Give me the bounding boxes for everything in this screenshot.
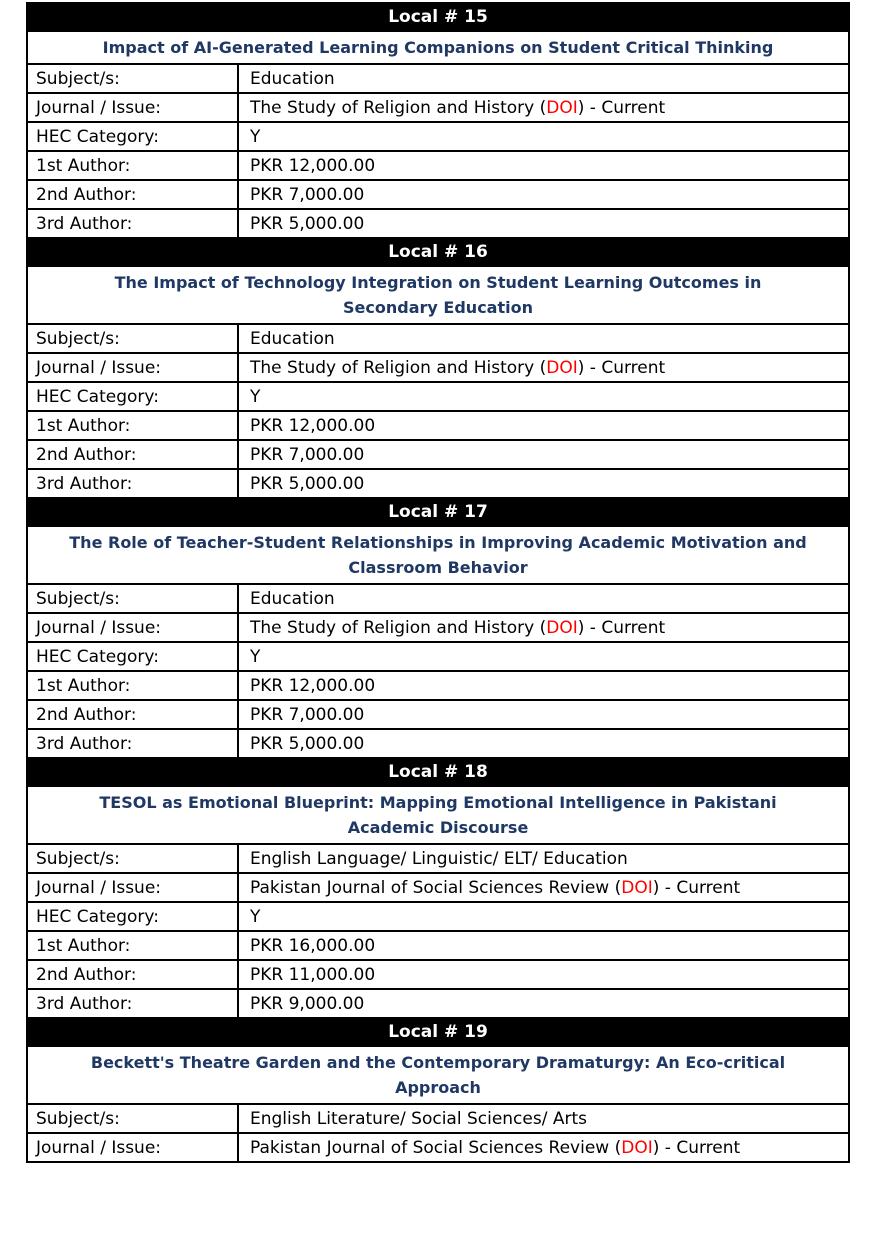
row-value xyxy=(238,642,849,671)
row-label: 2nd Author: xyxy=(27,440,238,469)
row-value xyxy=(238,151,849,180)
title-row xyxy=(27,266,849,324)
row-3rd-author xyxy=(27,469,849,498)
row-label: Subject/s: xyxy=(27,584,238,613)
row-label: HEC Category: xyxy=(27,902,238,931)
title-line: Secondary Education xyxy=(343,298,533,317)
value-text: ) - Current xyxy=(577,97,666,118)
value-text: PKR 16,000.00 xyxy=(250,935,376,956)
row-label: 1st Author: xyxy=(27,411,238,440)
title-row xyxy=(27,1046,849,1104)
row-value xyxy=(238,873,849,902)
publication-title xyxy=(27,266,849,324)
row-value xyxy=(238,353,849,382)
title-line: The Role of Teacher-Student Relationships in Improving Academic Motivation and xyxy=(69,533,807,552)
row-value xyxy=(238,382,849,411)
row-value xyxy=(238,411,849,440)
value-text: PKR 7,000.00 xyxy=(250,184,365,205)
doi-link[interactable]: DOI xyxy=(546,357,578,378)
section-header-row xyxy=(27,238,849,266)
row-label: HEC Category: xyxy=(27,122,238,151)
section-local-18 xyxy=(27,758,849,1018)
value-text: ) - Current xyxy=(652,877,741,898)
title-line: Beckett's Theatre Garden and the Contemporary Dramaturgy: An Eco-critical xyxy=(90,1053,786,1072)
row-label: 2nd Author: xyxy=(27,960,238,989)
value-text: Y xyxy=(250,646,261,667)
row-label: Subject/s: xyxy=(27,844,238,873)
row-value xyxy=(238,960,849,989)
row-label: HEC Category: xyxy=(27,642,238,671)
row-subject xyxy=(27,584,849,613)
section-local-17 xyxy=(27,498,849,758)
value-text: ) - Current xyxy=(577,357,666,378)
doi-link[interactable]: DOI xyxy=(546,617,578,638)
title-row xyxy=(27,31,849,64)
value-text: PKR 12,000.00 xyxy=(250,155,376,176)
row-2nd-author xyxy=(27,180,849,209)
doi-link[interactable]: DOI xyxy=(621,877,653,898)
value-text: Education xyxy=(250,588,335,609)
row-label: Journal / Issue: xyxy=(27,353,238,382)
row-value xyxy=(238,64,849,93)
row-1st-author xyxy=(27,671,849,700)
row-subject xyxy=(27,64,849,93)
row-label: 3rd Author: xyxy=(27,989,238,1018)
row-label: 3rd Author: xyxy=(27,729,238,758)
row-value xyxy=(238,440,849,469)
publication-title xyxy=(27,786,849,844)
row-journal xyxy=(27,1133,849,1162)
publication-title xyxy=(27,1046,849,1104)
value-text: Education xyxy=(250,68,335,89)
title-row xyxy=(27,786,849,844)
row-1st-author xyxy=(27,151,849,180)
row-subject xyxy=(27,324,849,353)
publications-table xyxy=(26,2,850,1163)
value-text: PKR 7,000.00 xyxy=(250,444,365,465)
value-text: Pakistan Journal of Social Sciences Review ( xyxy=(250,877,622,898)
row-label: 1st Author: xyxy=(27,931,238,960)
row-value xyxy=(238,613,849,642)
row-2nd-author xyxy=(27,960,849,989)
value-text: PKR 5,000.00 xyxy=(250,733,365,754)
value-text: The Study of Religion and History ( xyxy=(250,617,547,638)
value-text: The Study of Religion and History ( xyxy=(250,97,547,118)
row-value xyxy=(238,989,849,1018)
row-3rd-author xyxy=(27,209,849,238)
row-label: Subject/s: xyxy=(27,324,238,353)
value-text: Y xyxy=(250,126,261,147)
title-line: Academic Discourse xyxy=(347,818,529,837)
title-line: Impact of AI-Generated Learning Companions on Student Critical Thinking xyxy=(102,38,774,57)
row-2nd-author xyxy=(27,700,849,729)
row-label: Journal / Issue: xyxy=(27,873,238,902)
row-3rd-author xyxy=(27,729,849,758)
section-header: Local # 19 xyxy=(27,1018,849,1046)
row-hec-category xyxy=(27,382,849,411)
row-2nd-author xyxy=(27,440,849,469)
section-local-16 xyxy=(27,238,849,498)
row-label: HEC Category: xyxy=(27,382,238,411)
doi-link[interactable]: DOI xyxy=(546,97,578,118)
value-text: ) - Current xyxy=(577,617,666,638)
row-subject xyxy=(27,1104,849,1133)
row-value xyxy=(238,671,849,700)
row-hec-category xyxy=(27,642,849,671)
title-row xyxy=(27,526,849,584)
value-text: ) - Current xyxy=(652,1137,741,1158)
row-journal xyxy=(27,873,849,902)
value-text: PKR 7,000.00 xyxy=(250,704,365,725)
row-journal xyxy=(27,613,849,642)
value-text: The Study of Religion and History ( xyxy=(250,357,547,378)
row-value xyxy=(238,729,849,758)
row-label: 1st Author: xyxy=(27,671,238,700)
section-header-row xyxy=(27,3,849,31)
row-label: 1st Author: xyxy=(27,151,238,180)
row-value xyxy=(238,700,849,729)
row-1st-author xyxy=(27,931,849,960)
value-text: Y xyxy=(250,386,261,407)
value-text: PKR 9,000.00 xyxy=(250,993,365,1014)
row-value xyxy=(238,931,849,960)
value-text: PKR 12,000.00 xyxy=(250,415,376,436)
section-local-19 xyxy=(27,1018,849,1162)
value-text: PKR 5,000.00 xyxy=(250,213,365,234)
publication-title xyxy=(27,31,849,64)
title-line: TESOL as Emotional Blueprint: Mapping Emotional Intelligence in Pakistani xyxy=(99,793,777,812)
title-line: Classroom Behavior xyxy=(348,558,528,577)
row-label: Journal / Issue: xyxy=(27,1133,238,1162)
row-value xyxy=(238,209,849,238)
row-3rd-author xyxy=(27,989,849,1018)
title-line: The Impact of Technology Integration on Student Learning Outcomes in xyxy=(114,273,762,292)
value-text: PKR 12,000.00 xyxy=(250,675,376,696)
row-value xyxy=(238,584,849,613)
publication-title xyxy=(27,526,849,584)
title-line: Approach xyxy=(395,1078,481,1097)
row-value xyxy=(238,1133,849,1162)
value-text: PKR 11,000.00 xyxy=(250,964,376,985)
row-label: Subject/s: xyxy=(27,64,238,93)
row-subject xyxy=(27,844,849,873)
row-1st-author xyxy=(27,411,849,440)
value-text: PKR 5,000.00 xyxy=(250,473,365,494)
section-header: Local # 15 xyxy=(27,3,849,31)
section-header: Local # 17 xyxy=(27,498,849,526)
section-header: Local # 18 xyxy=(27,758,849,786)
row-hec-category xyxy=(27,122,849,151)
value-text: Pakistan Journal of Social Sciences Review ( xyxy=(250,1137,622,1158)
row-value xyxy=(238,93,849,122)
section-header-row xyxy=(27,1018,849,1046)
section-header-row xyxy=(27,498,849,526)
section-local-15 xyxy=(27,3,849,238)
row-hec-category xyxy=(27,902,849,931)
row-label: Journal / Issue: xyxy=(27,613,238,642)
row-label: 3rd Author: xyxy=(27,469,238,498)
section-header: Local # 16 xyxy=(27,238,849,266)
row-label: 3rd Author: xyxy=(27,209,238,238)
row-label: 2nd Author: xyxy=(27,180,238,209)
value-text: Education xyxy=(250,328,335,349)
value-text: Y xyxy=(250,906,261,927)
row-journal xyxy=(27,353,849,382)
row-value xyxy=(238,469,849,498)
row-value xyxy=(238,180,849,209)
section-header-row xyxy=(27,758,849,786)
row-journal xyxy=(27,93,849,122)
row-value xyxy=(238,902,849,931)
value-text: English Literature/ Social Sciences/ Arts xyxy=(250,1108,587,1129)
doi-link[interactable]: DOI xyxy=(621,1137,653,1158)
row-value xyxy=(238,844,849,873)
row-value xyxy=(238,122,849,151)
row-value xyxy=(238,324,849,353)
row-label: Subject/s: xyxy=(27,1104,238,1133)
row-value xyxy=(238,1104,849,1133)
value-text: English Language/ Linguistic/ ELT/ Education xyxy=(250,848,628,869)
row-label: Journal / Issue: xyxy=(27,93,238,122)
row-label: 2nd Author: xyxy=(27,700,238,729)
